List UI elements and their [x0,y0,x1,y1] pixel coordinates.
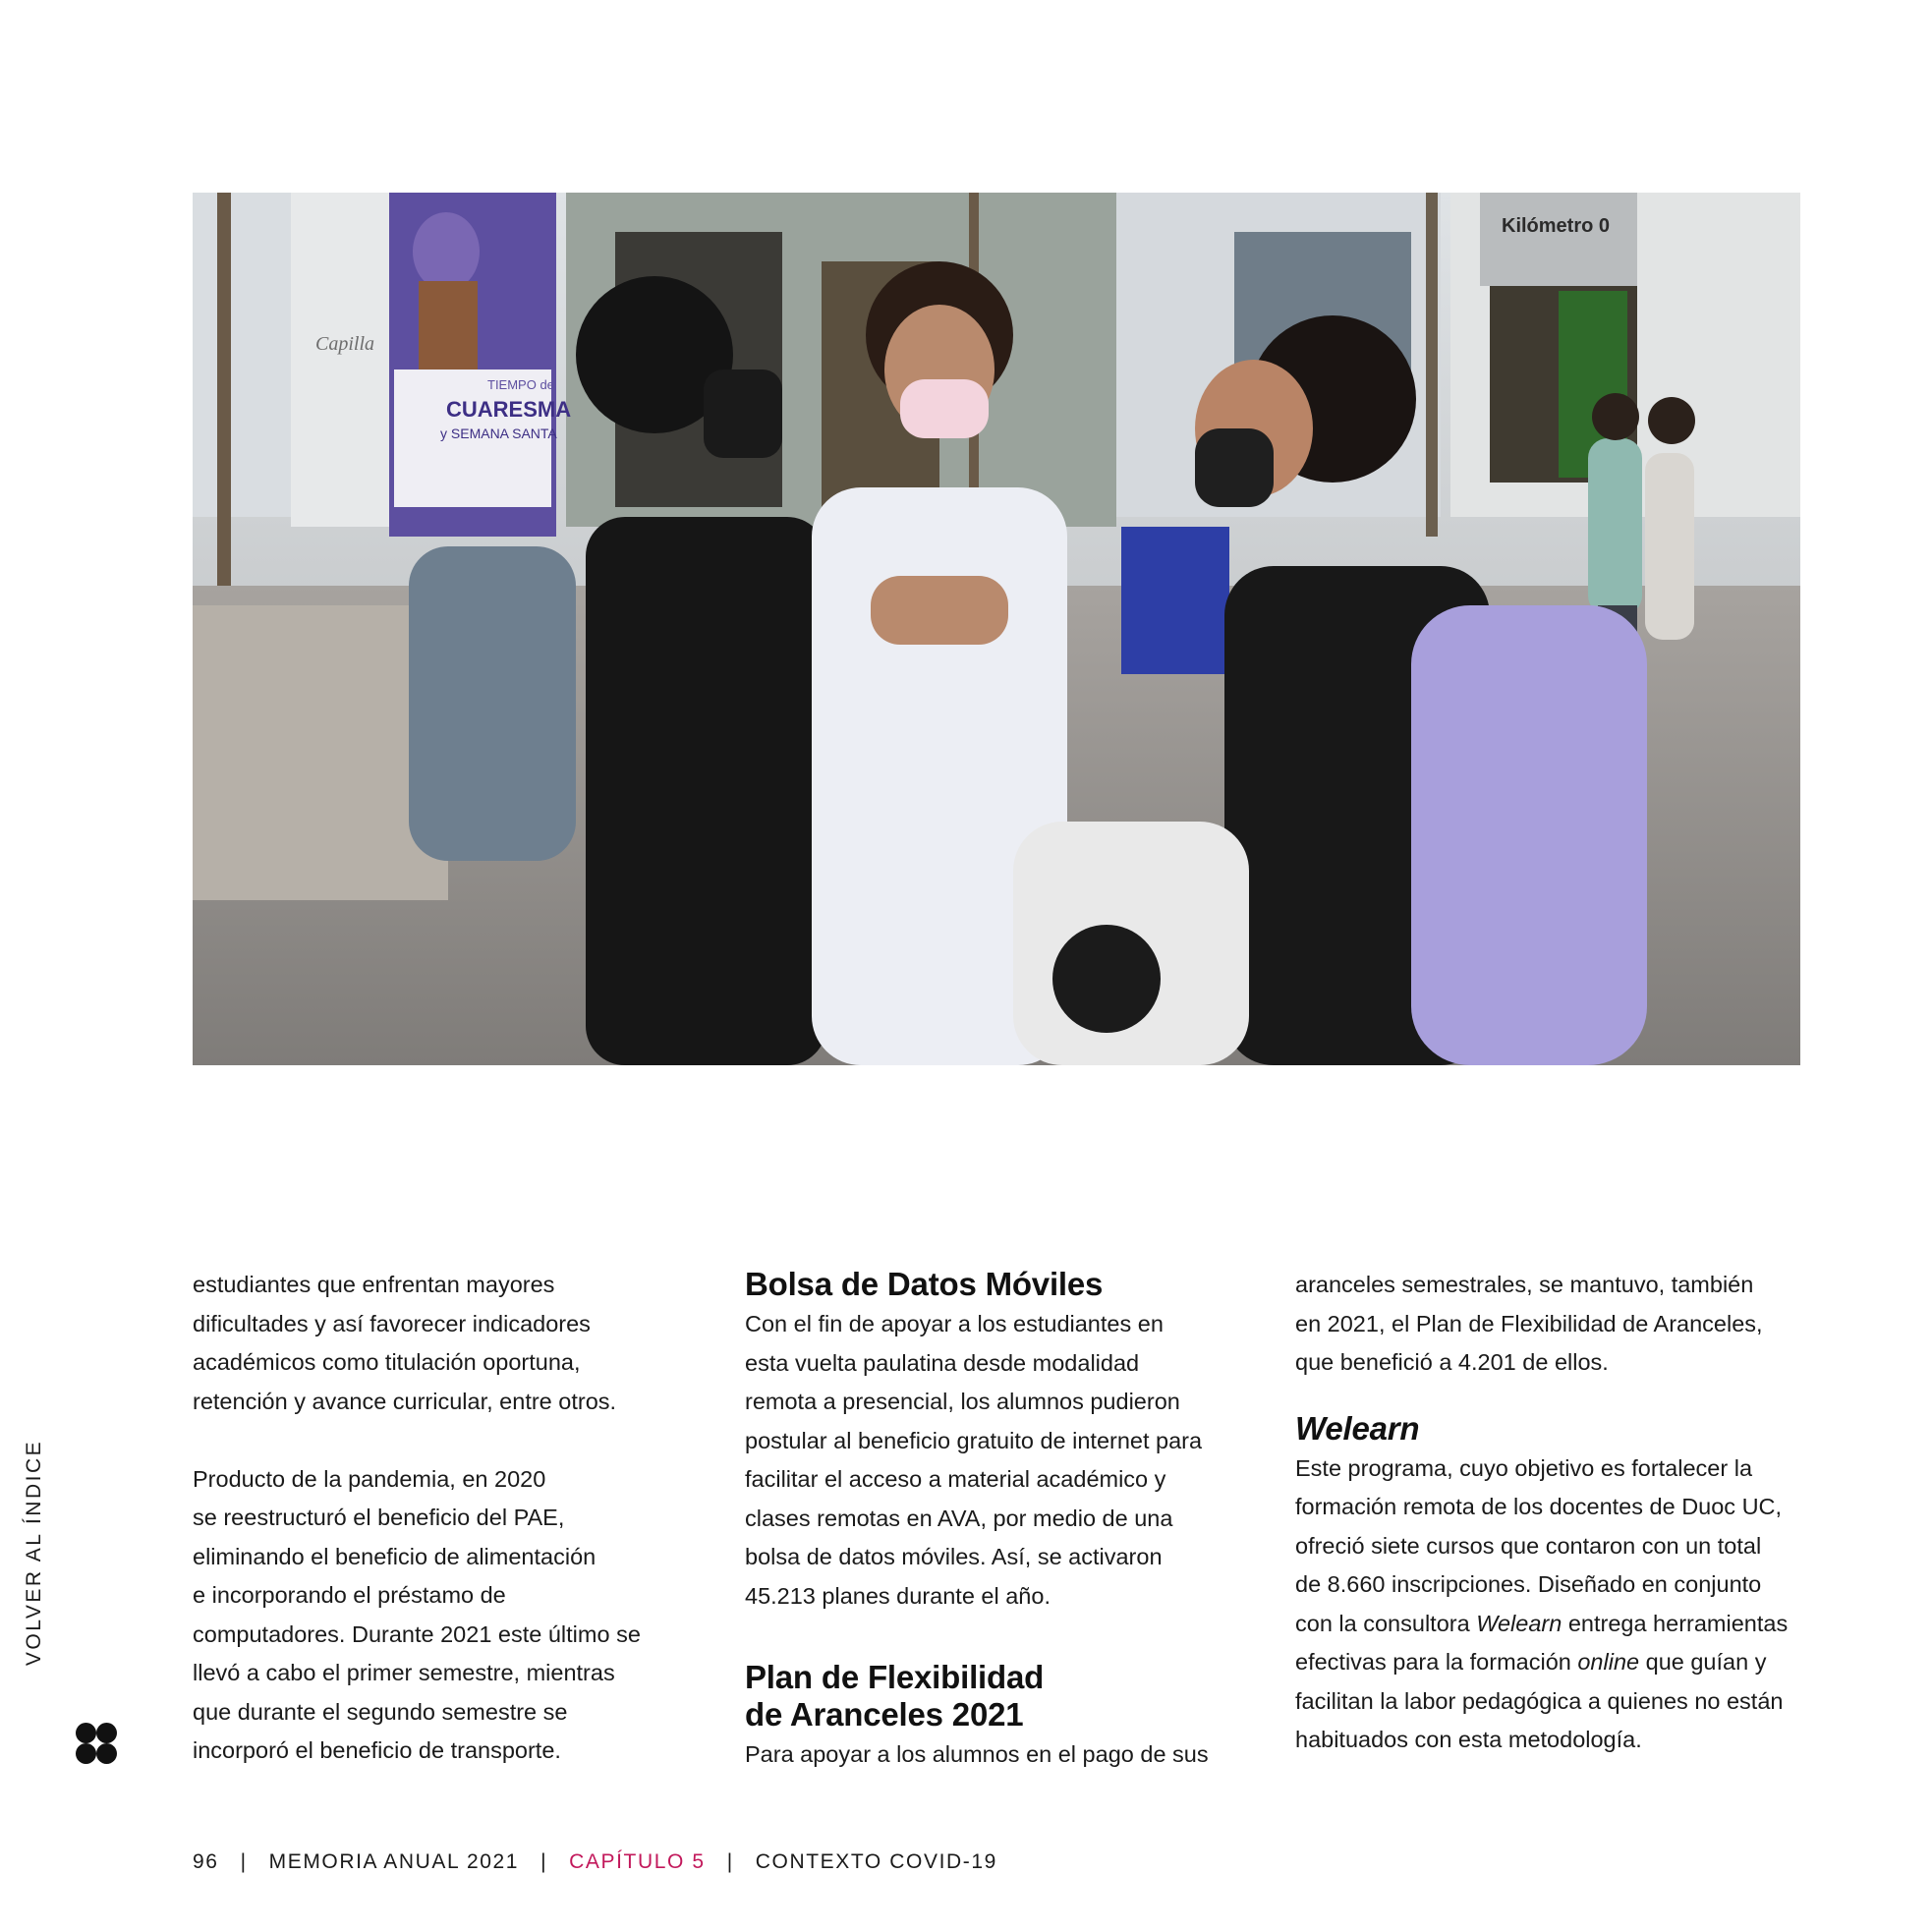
text-column-3 [1295,1266,1806,1760]
students-photo-illustration [193,193,1800,1065]
poster-subtitle: y SEMANA SANTA [440,426,557,441]
footer-separator: | [240,1850,248,1873]
emphasis-text: online [1577,1649,1640,1675]
text-column-1 [193,1266,704,1771]
text-run: entrega herramientas efectivas para la formación [1295,1610,1789,1675]
hero-photo [193,193,1800,1065]
chapel-sign: Capilla [315,333,375,355]
paragraph: aranceles semestrales, se mantuvo, también en 2021, el Plan de Flexibilidad de Aranceles, que benefició a 4.201 de ellos. [1295,1272,1763,1375]
section-heading: Bolsa de Datos Móviles [745,1266,1104,1302]
poster-title: CUARESMA [446,397,572,422]
text-run: que guían y facilitan la labor pedagógica a quienes no están habituados con esta metodología. [1295,1649,1784,1752]
paragraph: Para apoyar a los alumnos en el pago de sus [745,1741,1209,1767]
paragraph [1295,1449,1806,1760]
section-heading: Plan de Flexibilidad de Aranceles 2021 [745,1659,1045,1733]
poster-label: TIEMPO de [487,377,554,392]
emphasis-text: Welearn [1476,1610,1563,1636]
page-number: 96 [193,1850,219,1873]
paragraph: Con el fin de apoyar a los estudiantes en esta vuelta paulatina desde modalidad remota a presencial, los alumnos pudieron postular al beneficio gratuito de internet para facilitar el acceso a material académico y clases remotas en AVA, por medio de una bolsa de datos móviles. Así, se activaron 45.213 planes durante el año. [745,1311,1203,1609]
footer-separator: | [540,1850,548,1873]
report-title: MEMORIA ANUAL 2021 [268,1850,520,1873]
page-footer [193,1850,997,1874]
paragraph: Producto de la pandemia, en 2020 se reestructuró el beneficio del PAE, eliminando el beneficio de alimentación e incorporando el préstamo de computadores. Durante 2021 este último se llevó a cabo el primer semestre, mientras que durante el segundo semestre se incorporó el beneficio de transporte. [193,1465,641,1763]
text-column-2 [745,1266,1256,1775]
footer-separator: | [726,1850,734,1873]
chapter-label: CAPÍTULO 5 [569,1850,706,1873]
building-sign: Kilómetro 0 [1502,215,1611,237]
section-heading: Welearn [1295,1409,1420,1447]
paragraph: estudiantes que enfrentan mayores dificultades y así favorecer indicadores académicos como titulación oportuna, retención y avance curricular, entre otros. [193,1272,617,1414]
back-to-index-link[interactable]: VOLVER AL ÍNDICE [23,1439,45,1667]
section-title: CONTEXTO COVID-19 [755,1850,997,1873]
text-run: Este programa, cuyo objetivo es fortalecer la formación remota de los docentes de Duoc UC, ofreció siete cursos que contaron con un total de 8.660 inscripciones. Diseñado en conjunto con la consultora [1295,1454,1783,1636]
four-circles-icon[interactable] [75,1722,118,1765]
